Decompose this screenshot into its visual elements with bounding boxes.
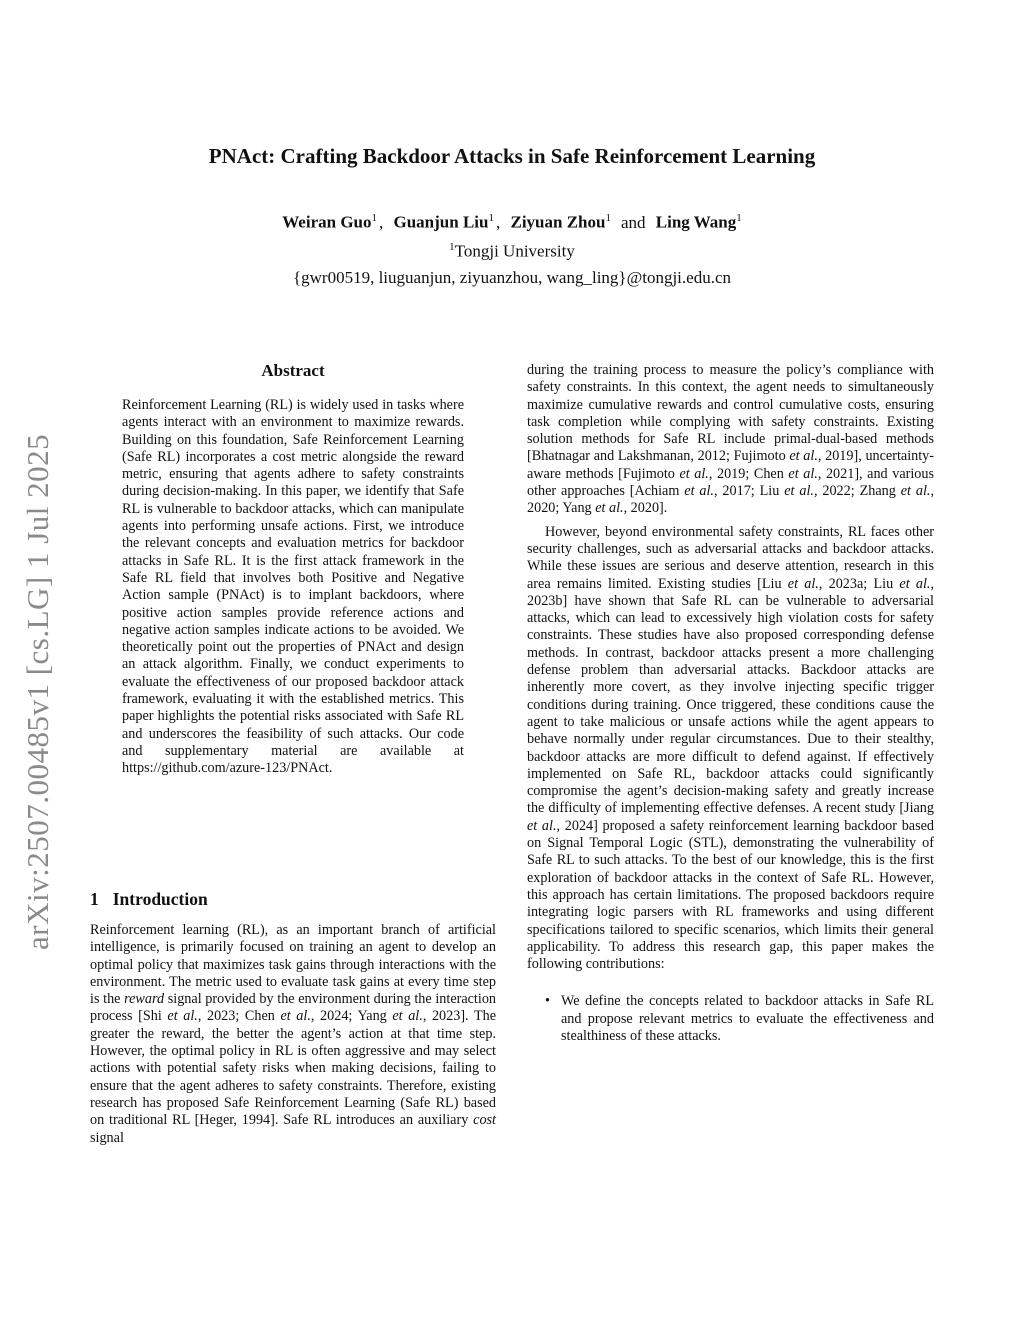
author-list: [90, 212, 934, 233]
affiliation: [90, 241, 934, 262]
author-separator: ,: [495, 212, 501, 232]
author-conjunction: and: [620, 212, 646, 232]
contribution-list: [527, 993, 934, 1045]
author-name: Ling Wang: [655, 212, 737, 232]
affiliation-name: Tongji University: [454, 241, 575, 261]
right-column: [527, 362, 934, 1045]
author-affil-mark: 1: [605, 212, 611, 224]
section-title: Introduction: [112, 889, 208, 909]
author-name: Weiran Guo: [282, 212, 372, 232]
author-email: {gwr00519, liuguanjun, ziyuanzhou, wang_ling}@tongji.edu.cn: [292, 268, 731, 287]
paragraph-continued: during the training process to measure the policy’s compliance with safety constraints. In this context, the agent needs to simultaneously maximize cumulative rewards and control cumulative costs, ensuring task completion while complying with safety constraints. Existing solution methods for Safe RL include primal-dual-based methods [Bhatnagar and Lakshmanan, 2012; Fujimoto et al., 2019], uncertainty-aware methods [Fujimoto et al., 2019; Chen et al., 2021], and various other approaches [Achiam et al., 2017; Liu et al., 2022; Zhang et al., 2020; Yang et al., 2020].: [527, 362, 934, 517]
bullet-marker: •: [545, 993, 550, 1010]
author-separator: ,: [379, 212, 384, 232]
author-name: Guanjun Liu: [393, 212, 489, 232]
paragraph-security-challenges: However, beyond environmental safety constraints, RL faces other security challenges, such as adversarial attacks and backdoor attacks. While these issues are serious and deserve attention, research in this area remains limited. Existing studies [Liu et al., 2023a; Liu et al., 2023b] have shown that Safe RL can be vulnerable to adversarial attacks, which can lead to excessively high violation costs for safety constraints. These studies have also proposed corresponding defense methods. In contrast, backdoor attacks present a more challenging defense problem than adversarial attacks. Backdoor attacks are inherently more covert, as they involve injecting specific trigger conditions during training. Once triggered, these conditions cause the agent to take malicious or unsafe actions while the agent appears to behave normally under regular circumstances. Due to their stealthy, backdoor attacks are more difficult to defend against. If effectively implemented on Safe RL, backdoor attacks could significantly compromise the agent’s decision-making safety and greatly increase the difficulty of implementing effective defenses. A recent study [Jiang et al., 2024] proposed a safety reinforcement learning backdoor based on Signal Temporal Logic (STL), demonstrating the vulnerability of Safe RL to such attacks. To the best of our knowledge, this is the first exploration of backdoor attacks in the context of Safe RL. However, this approach has certain limitations. The proposed backdoors require integrating logic parsers with RL frameworks and using different specifications tailored to specific scenarios, which limits their general applicability. To address this research gap, this paper makes the following contributions:: [527, 523, 935, 973]
section-heading: [90, 889, 496, 910]
section-number: 1: [90, 889, 99, 909]
author-affil-mark: 1: [371, 212, 377, 224]
intro-paragraph: Reinforcement learning (RL), as an important branch of artificial intelligence, is primarily focused on training an agent to develop an optimal policy that maximizes task gains through interactions with the environment. The metric used to evaluate task gains at every time step is the reward signal provided by the environment during the interaction process [Shi et al., 2023; Chen et al., 2024; Yang et al., 2023]. The greater the reward, the better the agent’s action at that time step. However, the optimal policy in RL is often aggressive and may select actions with potential safety risks when making decisions, failing to ensure that the agent adheres to safety constraints. Therefore, existing research has proposed Safe Reinforcement Learning (Safe RL) based on traditional RL [Heger, 1994]. Safe RL introduces an auxiliary cost signal: [90, 922, 497, 1146]
emphasis-cost: cost: [473, 1112, 496, 1129]
affiliation-mark: 1: [449, 241, 455, 253]
author-affil-mark: 1: [488, 212, 494, 224]
author-name: Ziyuan Zhou: [510, 212, 606, 232]
abstract-heading: Abstract: [261, 361, 325, 380]
emphasis-reward: reward: [124, 991, 165, 1008]
abstract-text: Reinforcement Learning (RL) is widely used in tasks where agents interact with an environment to maximize rewards. Building on this foundation, Safe Reinforcement Learning (Safe RL) incorporates a cost metric alongside the reward metric, ensuring that agents adhere to safety constraints during decision-making. In this paper, we identify that Safe RL is vulnerable to backdoor attacks, which can manipulate agents into performing unsafe actions. First, we introduce the relevant concepts and evaluation metrics for backdoor attacks in Safe RL. It is the first attack framework in the Safe RL field that involves both Positive and Negative Action sample (PNAct) is to implant backdoors, where positive action samples provide reference actions and negative action samples indicate actions to be avoided. We theoretically point out the properties of PNAct and design an attack algorithm. Finally, we conduct experiments to evaluate the effectiveness of our proposed backdoor attack framework, evaluating it with the established metrics. This paper highlights the potential risks associated with Safe RL and underscores the feasibility of such attacks. Our code and supplementary material are available at https://github.com/azure-123/PNAct.: [122, 397, 464, 777]
list-item: • We define the concepts related to backdoor attacks in Safe RL and propose relevant metrics to evaluate the effectiveness and stealthiness of these attacks.: [545, 993, 934, 1044]
arxiv-side-stamp: arXiv:2507.00485v1 [cs.LG] 1 Jul 2025: [20, 433, 55, 950]
author-affil-mark: 1: [736, 212, 742, 224]
paper-title: PNAct: Crafting Backdoor Attacks in Safe Reinforcement Learning: [208, 144, 816, 168]
